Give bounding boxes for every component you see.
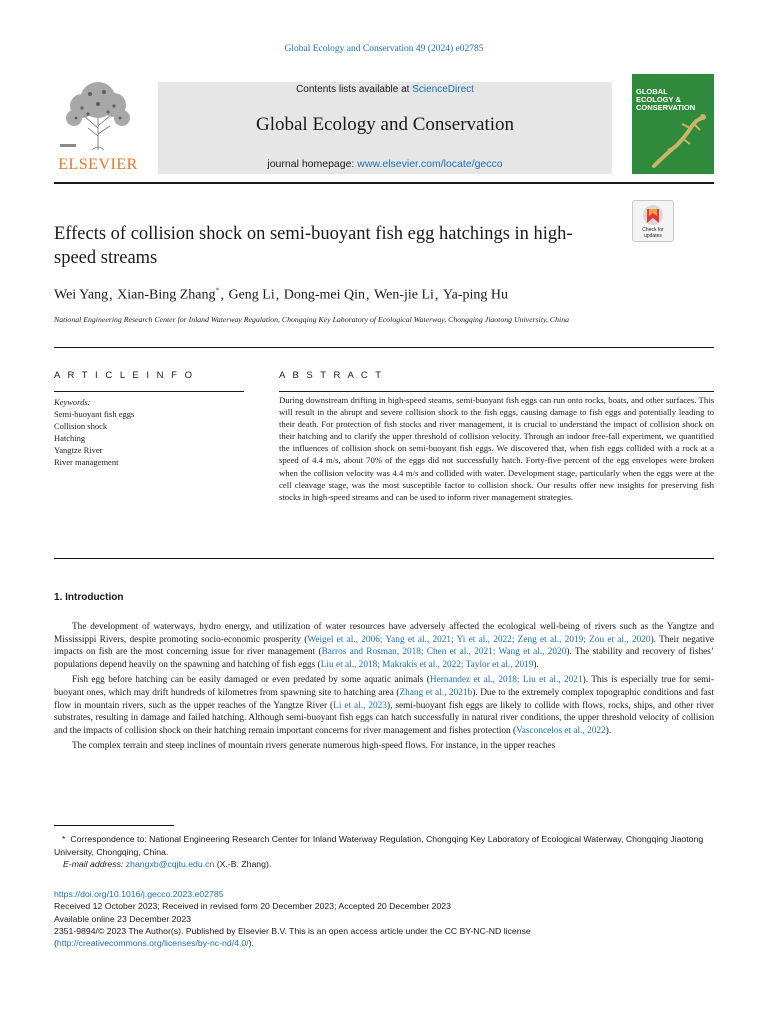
elsevier-logo[interactable] — [54, 78, 142, 174]
check-updates-label: Check for updates — [642, 227, 664, 239]
footnote-rule — [54, 825, 174, 826]
author-separator: , — [434, 287, 442, 303]
article-info-heading: A R T I C L E I N F O — [54, 370, 195, 381]
author-name[interactable]: Wen-jie Li — [374, 287, 434, 303]
license-statement: 2351-9894/© 2023 The Author(s). Published by Elsevier B.V. This is an open access article under the CC BY-NC-ND license — [54, 925, 531, 936]
email-line — [54, 858, 714, 871]
contents-line — [158, 84, 612, 95]
received-dates: Received 12 October 2023; Received in revised form 20 December 2023; Accepted 20 December 2023 — [54, 901, 451, 912]
author-name[interactable]: Xian-Bing Zhang — [117, 287, 216, 303]
paragraph-text: ), semi-buoyant fish eggs are likely to collide with flows, rocks, ships, and other river substrates, resulting in damage and failed hatching. Although semi-buoyant fish eggs can hatch successfully in natural river conditions, the upper threshold velocity of collision and the impacts of collision shock on their hatching remain important concerns for river management and fishes protection ( — [54, 700, 715, 736]
citation-link[interactable]: Hernandez et al., 2018; Liu et al., 2021 — [429, 675, 583, 686]
check-for-updates-button[interactable] — [632, 200, 674, 242]
paragraph-text: ). Their negative impacts on fish are the most concerning issue for river management ( — [54, 634, 714, 658]
author-separator: , — [220, 287, 228, 303]
footnote-mark: * — [62, 834, 66, 844]
email-link[interactable]: zhangxb@cqjtu.edu.cn — [125, 859, 215, 869]
paragraph-text: ). Due to the extremely complex topographic conditions and fast flow in mountain rivers, such as the upper reaches of the Yangtze River ( — [54, 687, 714, 711]
bookmark-icon — [633, 201, 673, 229]
introduction-heading: 1. Introduction — [54, 592, 124, 603]
available-online: Available online 23 December 2023 — [54, 913, 192, 924]
author-name[interactable]: Wei Yang — [54, 287, 109, 303]
abstract-text: During downstream drifting in high-speed steams, semi-buoyant fish eggs can run onto rocks, boats, and other surfaces. This will result in the abrupt and severe collision shock to the fish eggs, causing damage to fish eggs and potentially leading to their death. For protection of fish stocks and river management, it is crucial to understand the impact of collision shock on their hatching and to clarify the upper threshold of collision velocity. Through an indoor free-fall experiment, we quantified the influences of collision shock on semi-buoyant fish eggs. We discovered that, when fish eggs collided with a rock at a speed of 4.4 m/s, about 70% of the eggs did not successfully hatch. Forty-five percent of the egg envelopes were broken when the collision velocity was 4.4 m/s and collided with water. Development stage, particularly when the eggs were at the cell cleavage stage, was the most susceptible factor to collision shock. Our results offer new insights for preserving fish stocks in high-speed streams and can be used to inform river management strategies. — [279, 395, 714, 502]
cover-title: GLOBAL ECOLOGY & CONSERVATION — [636, 87, 696, 112]
journal-cover-image[interactable] — [632, 74, 714, 174]
journal-title: Global Ecology and Conservation — [255, 114, 515, 135]
journal-banner — [158, 82, 612, 174]
email-label: E-mail address: — [63, 859, 124, 869]
paragraph-text: ). The stability and recovery of fishes’ populations depend heavily on the spawning and hatching of fish eggs ( — [54, 647, 714, 670]
citation-link[interactable]: Li et al., 2023 — [333, 700, 387, 711]
tree-emblem-icon — [54, 78, 142, 152]
paragraph-text: ). This is especially true for semi-buoyant ones, which may drift hundreds of kilometres from spawning site to hatching area ( — [54, 675, 714, 698]
author-name[interactable]: Geng Li — [228, 287, 275, 303]
title-rule — [54, 347, 714, 348]
abstract-bottom-rule — [54, 558, 714, 559]
keyword-item: Collision shock — [54, 421, 108, 431]
author-separator: , — [366, 287, 374, 303]
correspondence-footnote — [54, 833, 714, 871]
citation-link[interactable]: Barros and Rosman, 2018; Chen et al., 2021; Wang et al., 2020 — [321, 647, 567, 658]
keyword-item: Hatching — [54, 433, 86, 443]
keywords-label: Keywords: — [54, 397, 91, 407]
homepage-prefix: journal homepage: — [267, 158, 358, 170]
contents-prefix: Contents lists available at — [296, 84, 413, 95]
author-list — [54, 286, 714, 304]
keyword-item: River management — [54, 457, 119, 467]
corresponding-author-mark[interactable]: * — [215, 286, 220, 295]
citation-link[interactable]: Zhang et al., 2021b — [399, 687, 473, 698]
elsevier-wordmark: ELSEVIER — [58, 156, 138, 173]
keywords-block — [54, 396, 254, 468]
keyword-item: Semi-buoyant fish eggs — [54, 409, 135, 419]
correspondence-line — [54, 833, 714, 858]
paragraph-text: ). — [533, 659, 539, 670]
intro-paragraph-2 — [54, 674, 714, 737]
header-rule — [54, 182, 714, 184]
author-affiliation: National Engineering Research Center for Inland Waterway Regulation, Chongqing Key Laboratory of Ecological Waterway, Chongqing Jiaotong University, China — [54, 315, 569, 324]
citation-link[interactable]: Weigel et al., 2006; Yang et al., 2021; Yi et al., 2022; Zeng et al., 2019; Zou et al., 2020 — [307, 634, 651, 645]
journal-citation[interactable]: Global Ecology and Conservation 49 (2024) e02785 — [284, 44, 484, 54]
intro-paragraph-3 — [54, 740, 714, 753]
license-close-paren: ). — [248, 938, 254, 949]
article-title: Effects of collision shock on semi-buoyant fish egg hatchings in high-speed streams — [54, 224, 573, 268]
abstract-rule — [279, 391, 714, 392]
author-name[interactable]: Dong-mei Qin — [283, 287, 366, 303]
journal-homepage-link[interactable]: www.elsevier.com/locate/gecco — [357, 158, 503, 170]
gecko-illustration-icon — [632, 74, 714, 174]
license-url-line — [54, 937, 714, 949]
sciencedirect-link[interactable]: ScienceDirect — [412, 84, 474, 95]
doi-link[interactable]: https://doi.org/10.1016/j.gecco.2023.e02785 — [54, 889, 224, 899]
paragraph-text: ). — [605, 725, 612, 736]
license-link[interactable]: http://creativecommons.org/licenses/by-nc-nd/4.0/ — [56, 938, 249, 949]
paragraph-text: Fish egg before hatching can be easily damaged or even predated by some aquatic animals ( — [72, 675, 430, 686]
citation-link[interactable]: Vasconcelos et al., 2022 — [516, 725, 606, 736]
author-separator: , — [275, 287, 283, 303]
author-separator: , — [109, 287, 117, 303]
abstract-heading: A B S T R A C T — [279, 370, 384, 381]
license-open-paren: ( — [54, 938, 57, 949]
citation-link[interactable]: Liu et al., 2018; Makrakis et al., 2022; Taylor et al., 2019 — [320, 659, 534, 670]
publication-info — [54, 888, 714, 949]
keyword-item: Yangtze River — [54, 445, 103, 455]
homepage-line — [158, 158, 612, 170]
email-suffix: (X.-B. Zhang). — [214, 859, 272, 869]
intro-paragraph-1 — [54, 621, 714, 671]
article-info-rule — [54, 391, 244, 392]
correspondence-text: Correspondence to: National Engineering Research Center for Inland Waterway Regulation, Chongqing Key Laboratory of Ecological Waterway, Chongqing Jiaotong University, Chongqing, China. — [54, 834, 704, 857]
paragraph-text: The complex terrain and steep inclines of mountain rivers generate numerous high-speed flows. For instance, in the upper reaches — [72, 741, 556, 752]
author-name[interactable]: Ya-ping Hu — [442, 287, 509, 303]
introduction-body — [54, 621, 714, 756]
paragraph-text: The development of waterways, hydro energy, and utilization of water resources have adversely affected the ecological well-being of rivers such as the Yangtze and Mississippi Rivers, despite promoting socio-economic prosperity ( — [54, 622, 714, 645]
